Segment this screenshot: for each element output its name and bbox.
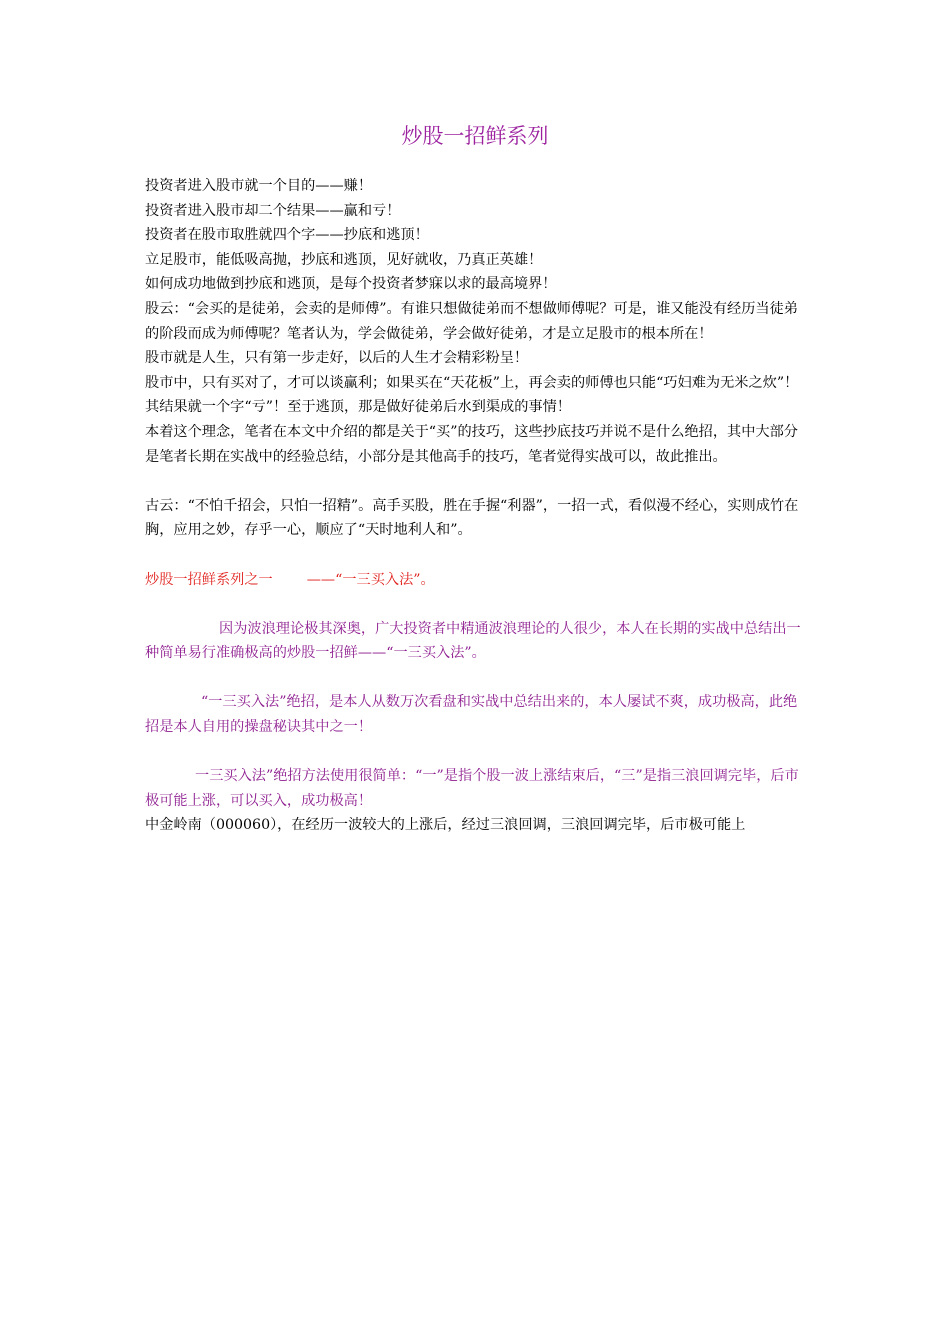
intro-line-3: 投资者在股市取胜就四个字——抄底和逃顶！ <box>145 227 429 244</box>
spacer <box>145 666 810 691</box>
intro-line-1: 投资者进入股市就一个目的——赚！ <box>145 178 373 194</box>
intro-line-5: 如何成功地做到抄底和逃顶，是每个投资者梦寐以求的最高境界！ <box>145 276 557 293</box>
intro-line-life: 股市就是人生，只有第一步走好，以后的人生才会精彩粉呈！ <box>145 350 529 367</box>
section-paragraph-4: 中金岭南（000060），在经历一波较大的上涨后，经过三浪回调，三浪回调完毕，后市极可能上 <box>145 817 746 834</box>
spacer <box>145 543 810 568</box>
intro-line-4: 立足股市，能低吸高抛，抄底和逃顶，见好就收，乃真正英雄！ <box>145 251 543 268</box>
intro-paragraph-master: 股云：“会买的是徒弟，会卖的是师傅”。有谁只想做徒弟而不想做师傅呢？可是，谁又能没有经历当徒弟的阶段而成为师傅呢？笔者认为，学会做徒弟，学会做好徒弟，才是立足股市的根本所在！ <box>145 300 798 342</box>
section-paragraph-3: 一三买入法”绝招方法使用很简单：“一”是指个股一波上涨结束后，“三”是指三浪回调完毕，后市极可能上涨，可以买入，成功极高！ <box>145 768 799 809</box>
document-body <box>145 174 810 838</box>
section-heading <box>145 568 810 593</box>
quote-paragraph: 古云：“不怕千招会，只怕一招精”。高手买股，胜在手握“利器”，一招一式，看似漫不经心，实则成竹在胸，应用之妙，存乎一心，顺应了“天时地利人和”。 <box>145 497 799 539</box>
spacer <box>145 592 810 617</box>
document-title: 炒股一招鲜系列 <box>401 124 549 148</box>
spacer <box>145 469 810 494</box>
intro-paragraph-buy: 股市中，只有买对了，才可以谈赢利；如果买在“天花板”上，再会卖的师傅也只能“巧妇难为无米之炊”！其结果就一个字“亏”！至于逃顶，那是做好徒弟后水到渠成的事情！ <box>145 374 799 416</box>
section-heading-title: 炒股一招鲜系列之一 <box>145 571 273 588</box>
intro-paragraph-concept: 本着这个理念，笔者在本文中介绍的都是关于“买”的技巧，这些抄底技巧并说不是什么绝招，其中大部分是笔者长期在实战中的经验总结，小部分是其他高手的技巧，笔者觉得实战可以，故此推出。 <box>145 423 798 465</box>
intro-line-2: 投资者进入股市却二个结果——赢和亏！ <box>145 202 401 219</box>
section-paragraph-2: “一三买入法”绝招，是本人从数万次看盘和实战中总结出来的，本人屡试不爽，成功极高，此绝招是本人自用的操盘秘诀其中之一！ <box>145 694 798 736</box>
section-paragraph-1: 因为波浪理论极其深奥，广大投资者中精通波浪理论的人很少，本人在长期的实战中总结出一种简单易行准确极高的炒股一招鲜——“一三买入法”。 <box>145 620 801 662</box>
section-heading-method: ——“一三买入法”。 <box>306 571 435 588</box>
spacer <box>145 740 810 765</box>
